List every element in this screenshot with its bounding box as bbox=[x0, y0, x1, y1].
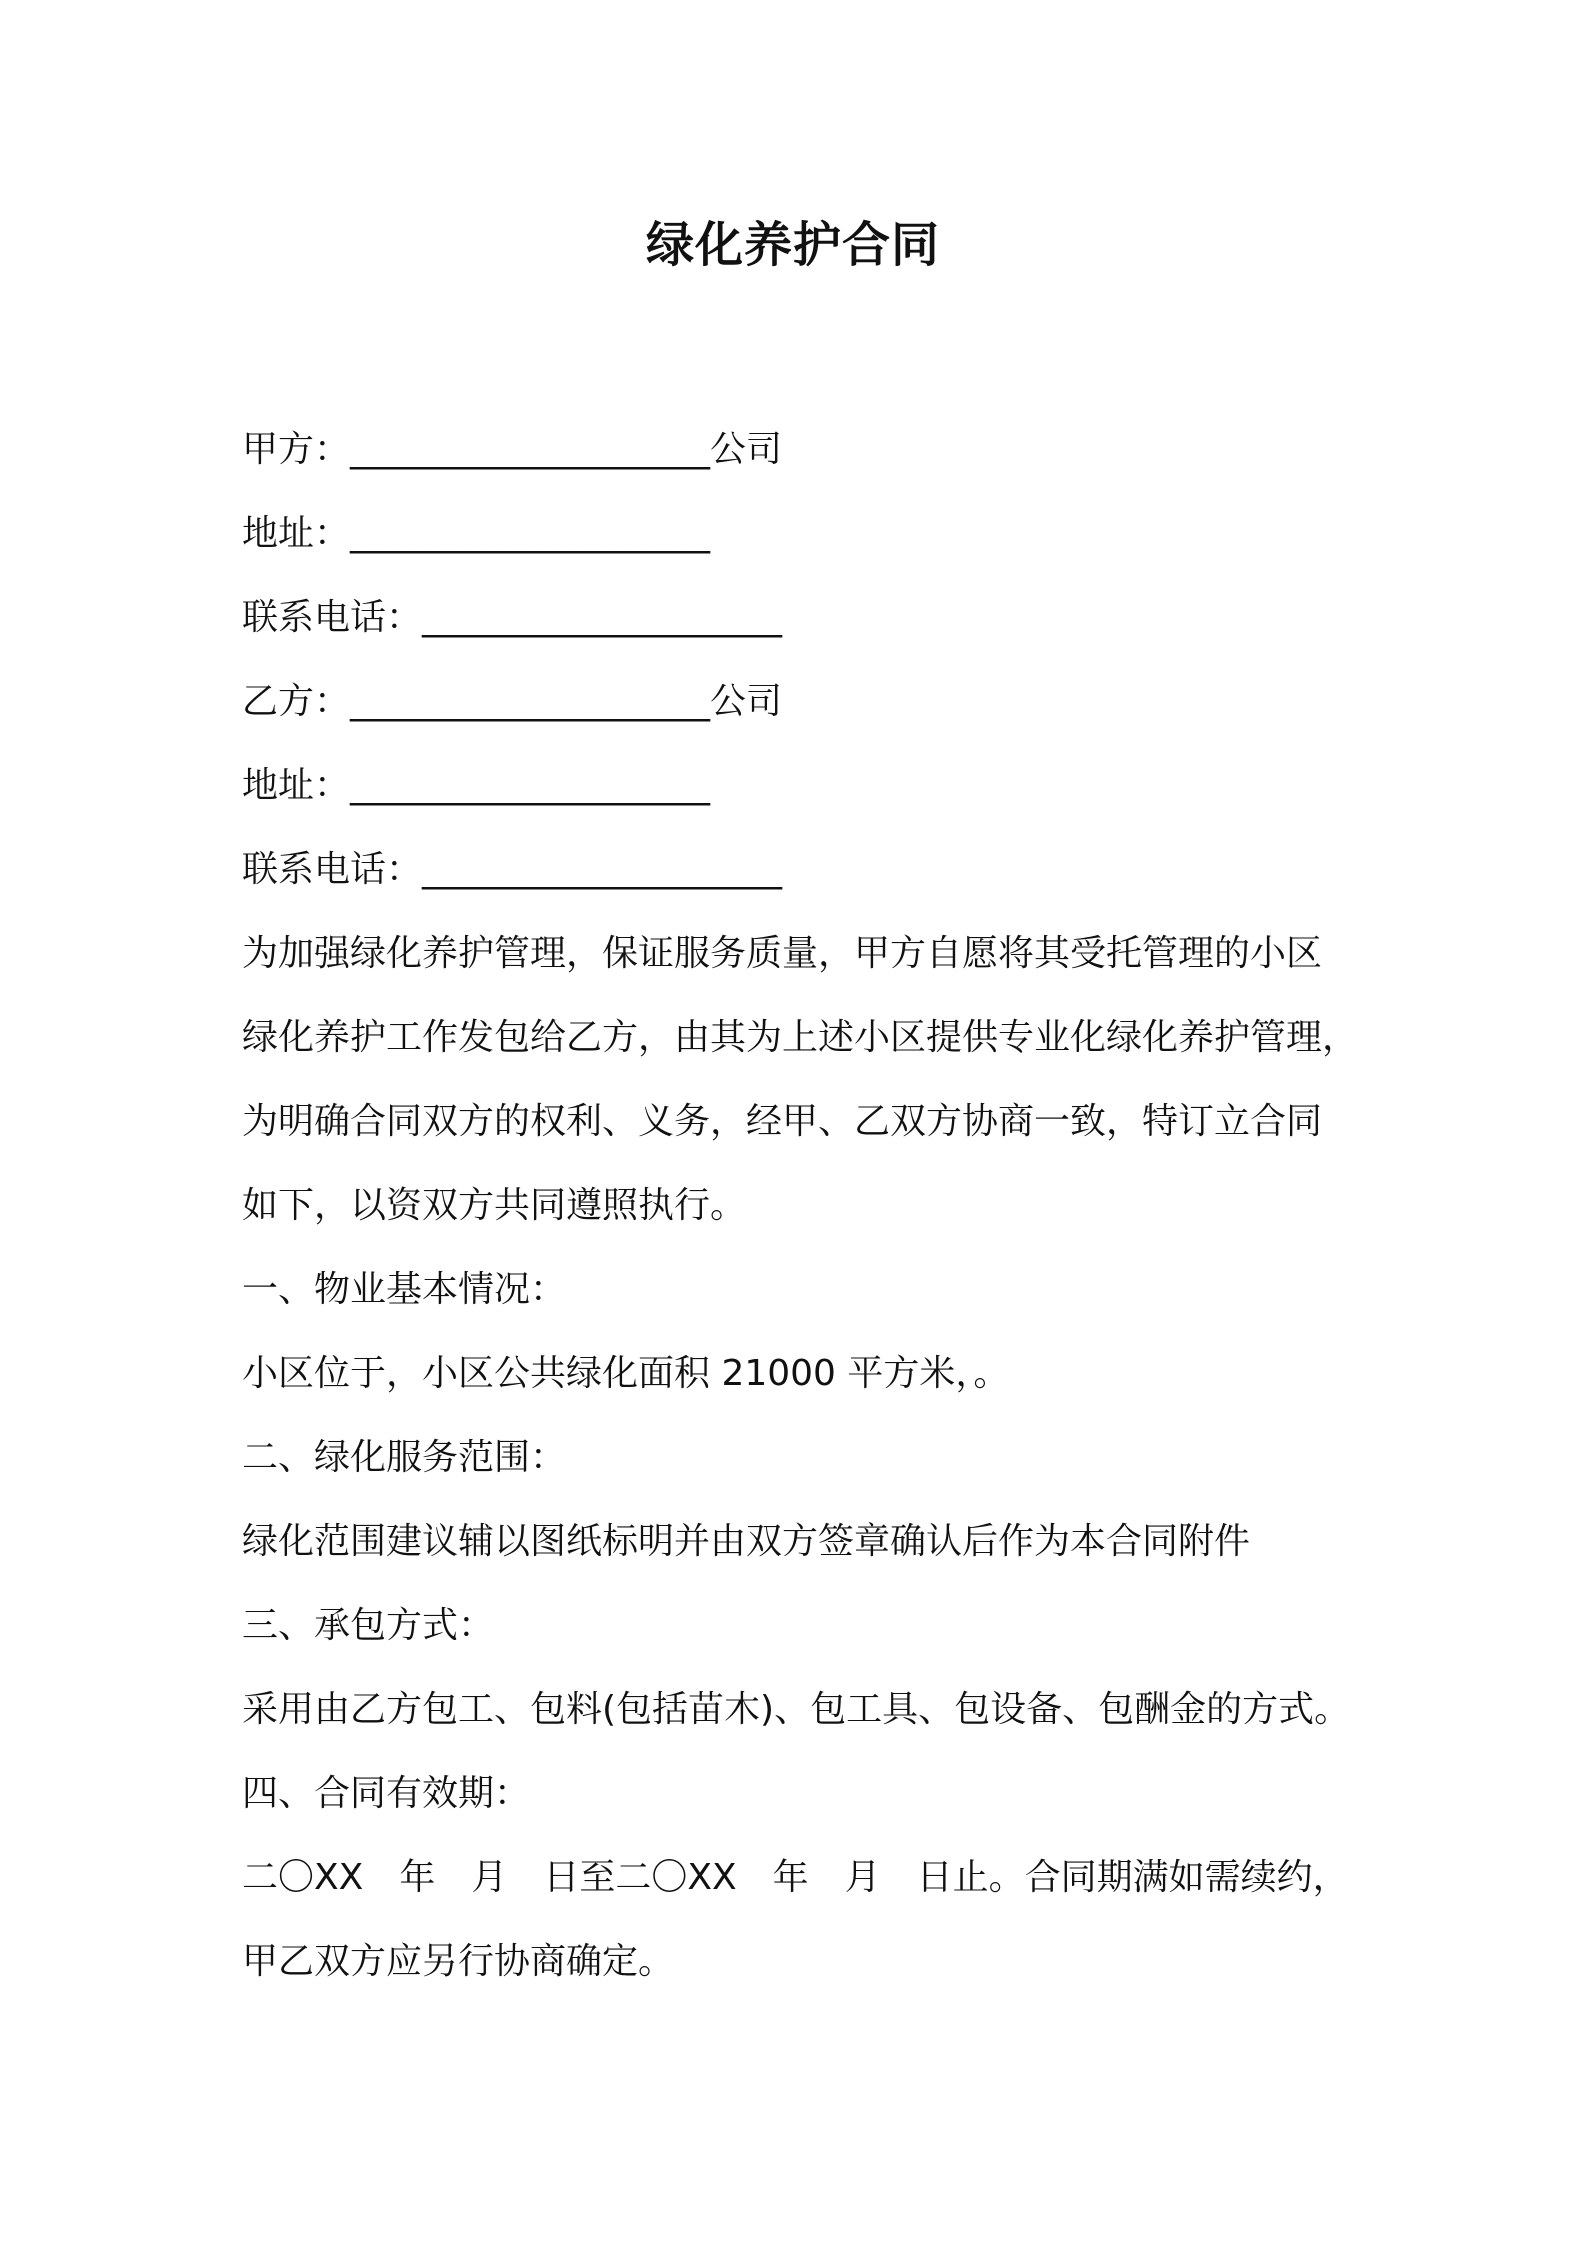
section-heading-1: 一、物业基本情况： bbox=[242, 1269, 567, 1310]
intro-paragraph-line-1: 为加强绿化养护管理，保证服务质量，甲方自愿将其受托管理的小区 bbox=[242, 933, 1323, 974]
section-4-text-line-2: 甲乙双方应另行协商确定。 bbox=[242, 1941, 675, 1982]
intro-paragraph-line-4: 如下，以资双方共同遵照执行。 bbox=[242, 1185, 747, 1226]
party-a-phone-line: 联系电话：____________________ bbox=[242, 597, 783, 638]
party-b-phone-line: 联系电话：____________________ bbox=[242, 849, 783, 890]
party-b-line: 乙方：____________________公司 bbox=[242, 681, 783, 722]
section-heading-4: 四、合同有效期： bbox=[242, 1773, 531, 1814]
document-title: 绿化养护合同 bbox=[645, 217, 940, 273]
document-body bbox=[242, 408, 1382, 2004]
party-a-line: 甲方：____________________公司 bbox=[242, 429, 783, 470]
section-heading-3: 三、承包方式： bbox=[242, 1605, 495, 1646]
section-3-text: 采用由乙方包工、包料(包括苗木)、包工具、包设备、包酬金的方式。 bbox=[242, 1689, 1351, 1730]
section-4-text-line-1: 二〇XX 年 月 日至二〇XX 年 月 日止。合同期满如需续约， bbox=[242, 1857, 1349, 1898]
party-b-address-line: 地址：____________________ bbox=[242, 765, 711, 806]
party-a-address-line: 地址：____________________ bbox=[242, 513, 711, 554]
intro-paragraph-line-2: 绿化养护工作发包给乙方，由其为上述小区提供专业化绿化养护管理， bbox=[242, 1017, 1359, 1058]
intro-paragraph-line-3: 为明确合同双方的权利、义务，经甲、乙双方协商一致，特订立合同 bbox=[242, 1101, 1323, 1142]
section-1-text: 小区位于，小区公共绿化面积 21000 平方米，。 bbox=[242, 1353, 1010, 1394]
section-2-text: 绿化范围建议辅以图纸标明并由双方签章确认后作为本合同附件 bbox=[242, 1521, 1251, 1562]
section-heading-2: 二、绿化服务范围： bbox=[242, 1437, 567, 1478]
